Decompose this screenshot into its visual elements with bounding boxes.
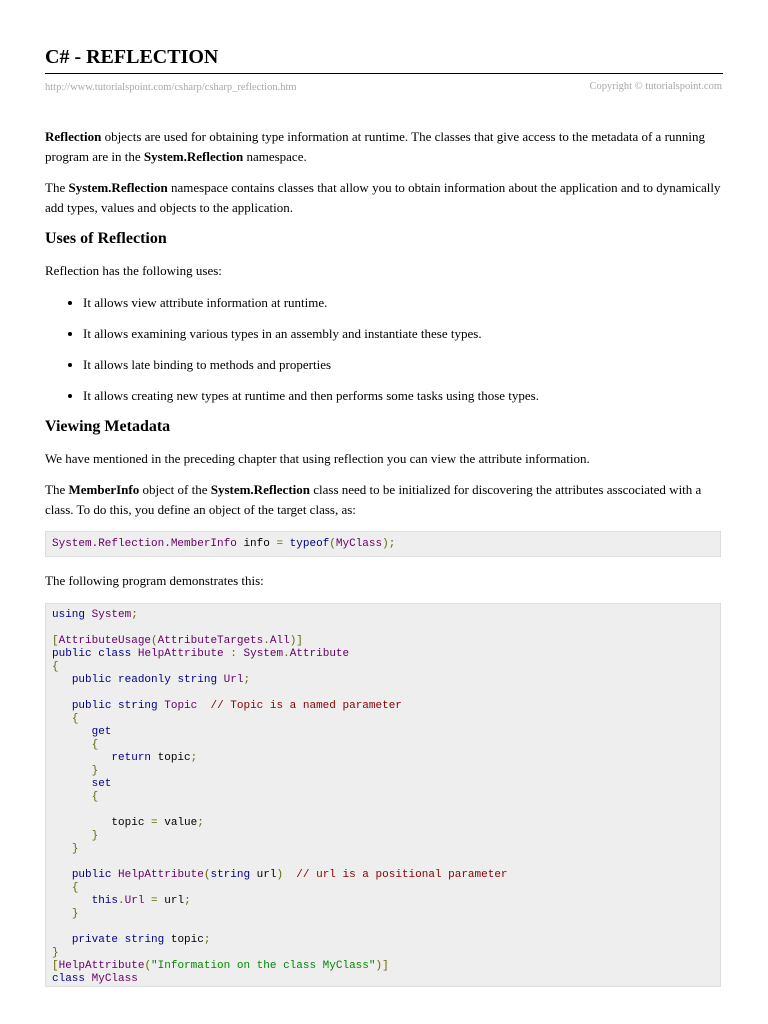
code-line (52, 739, 714, 752)
code-token: MyClass (335, 538, 383, 550)
code-line (52, 882, 714, 895)
code-token (52, 739, 92, 751)
code-line (52, 830, 714, 843)
code-line (52, 622, 714, 635)
code-line (52, 765, 714, 778)
code-token: string (118, 699, 158, 712)
code-token: { (71, 881, 79, 894)
code-token (52, 700, 72, 712)
bold-term: Reflection (45, 129, 102, 144)
code-token: "Information on the class MyClass" (151, 959, 376, 972)
code-token (283, 869, 296, 881)
code-token: AttributeTargets (157, 634, 264, 647)
code-token: . (118, 894, 125, 907)
code-token: [ (52, 634, 59, 647)
text-run: The (45, 482, 69, 497)
code-line (52, 934, 714, 947)
code-token (52, 908, 72, 920)
code-line (52, 804, 714, 817)
code-token: string (124, 933, 165, 946)
code-token: get (91, 725, 112, 738)
code-token (217, 674, 224, 686)
code-token: public (71, 673, 112, 686)
code-token: ) (276, 868, 284, 881)
metadata-paragraph-1: We have mentioned in the preceding chapter that using reflection you can view the attribute information. (45, 450, 590, 466)
code-token (52, 778, 92, 790)
text-run: object of the (139, 482, 211, 497)
code-token: info (236, 538, 277, 550)
text-run: namespace. (243, 148, 307, 164)
code-token: [ (52, 959, 59, 972)
code-token: = (151, 894, 158, 907)
uses-heading: Uses of Reflection (45, 230, 167, 247)
title-divider (45, 73, 723, 74)
code-token: this (91, 894, 119, 907)
code-token: = (151, 816, 158, 829)
code-token: ; (243, 673, 251, 686)
code-token: class (98, 647, 132, 660)
code-token: public (71, 868, 112, 881)
code-token: ; (203, 933, 211, 946)
code-token: topic (52, 816, 152, 829)
code-token: Url (124, 894, 145, 907)
code-line (52, 921, 714, 934)
code-token: // Topic is a named parameter (210, 699, 402, 712)
code-token: HelpAttribute (137, 647, 224, 660)
metadata-heading: Viewing Metadata (45, 417, 171, 435)
code-token: ; (184, 894, 191, 907)
code-token: private (71, 933, 119, 946)
code-line (52, 960, 714, 973)
code-token: Url (223, 673, 244, 686)
metadata-paragraph-2 (45, 480, 725, 519)
code-token (52, 895, 92, 907)
code-token: Attribute (289, 647, 350, 660)
code-line (52, 700, 714, 713)
code-token (52, 869, 72, 881)
bold-term: System.Reflection (68, 180, 168, 195)
text-run: The (45, 180, 69, 195)
code-line (52, 947, 714, 960)
list-item: • It allows examining various types in an assembly and instantiate these types. (83, 324, 725, 344)
code-token: using (52, 608, 86, 621)
bold-term: MemberInfo (68, 482, 140, 497)
copyright-notice: Copyright © tutorialspoint.com (589, 81, 722, 92)
code-token (52, 830, 92, 842)
bold-term: System.Reflection (143, 148, 244, 164)
source-url-link[interactable]: http://www.tutorialspoint.com/csharp/csharp_reflection.htm (45, 82, 297, 93)
code-token: } (52, 946, 59, 959)
code-block-program (45, 603, 721, 987)
code-line (52, 635, 714, 648)
code-token (52, 726, 92, 738)
code-line (52, 609, 714, 622)
code-token: string (210, 868, 251, 881)
code-line (52, 661, 714, 674)
code-line (52, 778, 714, 791)
code-token: AttributeUsage (58, 634, 152, 647)
code-token: string (177, 673, 218, 686)
code-token (52, 882, 72, 894)
code-token: ; (197, 816, 204, 829)
code-token: set (91, 777, 112, 790)
code-token: } (71, 907, 79, 920)
code-token (52, 791, 92, 803)
code-token: ( (329, 538, 336, 550)
code-line (52, 817, 714, 830)
list-item: • It allows creating new types at runtime and then performs some tasks using those types. (83, 386, 725, 406)
code-snippet-memberinfo (45, 531, 721, 557)
code-token: } (71, 842, 79, 855)
metadata-paragraph-3: The following program demonstrates this: (45, 573, 264, 588)
code-token: public (71, 699, 112, 712)
code-line (52, 687, 714, 700)
code-token: Topic (164, 699, 198, 712)
bold-term: System.Reflection (210, 482, 310, 497)
code-token: } (91, 764, 99, 777)
uses-list (45, 293, 725, 406)
code-token (131, 648, 138, 660)
code-token: : (230, 647, 237, 660)
code-token: )] (289, 634, 303, 647)
code-token: . (263, 634, 270, 647)
code-line (52, 752, 714, 765)
code-token: { (71, 712, 79, 725)
code-token (85, 973, 92, 985)
code-line (52, 791, 714, 804)
code-token: topic (151, 751, 191, 764)
code-token (85, 609, 92, 621)
code-line (52, 908, 714, 921)
code-line (52, 869, 714, 882)
code-token: ); (382, 538, 396, 550)
code-token: HelpAttribute (58, 959, 145, 972)
article-content (45, 127, 725, 987)
uses-lead: Reflection has the following uses: (45, 263, 222, 278)
code-line (52, 648, 714, 661)
code-token: = (276, 538, 284, 550)
code-token: { (91, 738, 99, 751)
code-token: { (91, 790, 99, 803)
code-token (52, 934, 72, 946)
code-line (52, 973, 714, 986)
code-token: typeof (283, 538, 330, 550)
code-token: url (157, 894, 185, 907)
code-token: )] (375, 959, 389, 972)
code-token: System (91, 608, 132, 621)
code-token: All (269, 634, 290, 647)
list-item: • It allows late binding to methods and properties (83, 355, 725, 375)
code-token (197, 700, 210, 712)
code-token: value (157, 816, 198, 829)
code-token (52, 713, 72, 725)
code-token (52, 765, 92, 777)
code-token: readonly (118, 673, 171, 686)
code-line (52, 674, 714, 687)
code-line (52, 843, 714, 856)
code-token: ( (151, 634, 158, 647)
code-token: ; (190, 751, 198, 764)
code-token: . (283, 647, 290, 660)
code-token: // url is a positional parameter (296, 868, 508, 881)
code-token: return (111, 751, 152, 764)
code-token (237, 648, 244, 660)
text-run: objects are used for obtaining type information at runtime. The classes that give access to the metadata of a running program are in the (45, 129, 706, 164)
code-token (52, 843, 72, 855)
code-token: } (91, 829, 99, 842)
code-token: topic (164, 933, 204, 946)
text-run: namespace contains classes that allow you to obtain information about the application and to dynamically add types, values and objects to the application. (45, 180, 721, 215)
code-token: public (52, 647, 92, 660)
intro-paragraph-1 (45, 127, 725, 166)
code-line (52, 713, 714, 726)
list-item: • It allows view attribute information at runtime. (83, 293, 725, 313)
code-token: ( (203, 868, 211, 881)
intro-paragraph-2 (45, 178, 725, 217)
text-run: class need to be initialized for discovering the attributes asscociated with a class. To do this, you define an object of the target class, as: (45, 482, 702, 517)
code-line (52, 726, 714, 739)
code-line (52, 856, 714, 869)
code-token (52, 752, 111, 764)
code-line (52, 895, 714, 908)
code-token: class (52, 972, 86, 985)
code-token: HelpAttribute (118, 868, 204, 881)
code-token: { (52, 660, 59, 673)
code-token: url (250, 868, 277, 881)
code-token: ( (144, 959, 152, 972)
code-token: ; (131, 608, 138, 621)
code-token (118, 934, 125, 946)
code-token: MyClass (91, 972, 138, 985)
code-token: System (243, 647, 284, 660)
code-token: System.Reflection.MemberInfo (52, 538, 237, 550)
page-title: C# - REFLECTION (45, 46, 219, 68)
code-token (52, 674, 72, 686)
